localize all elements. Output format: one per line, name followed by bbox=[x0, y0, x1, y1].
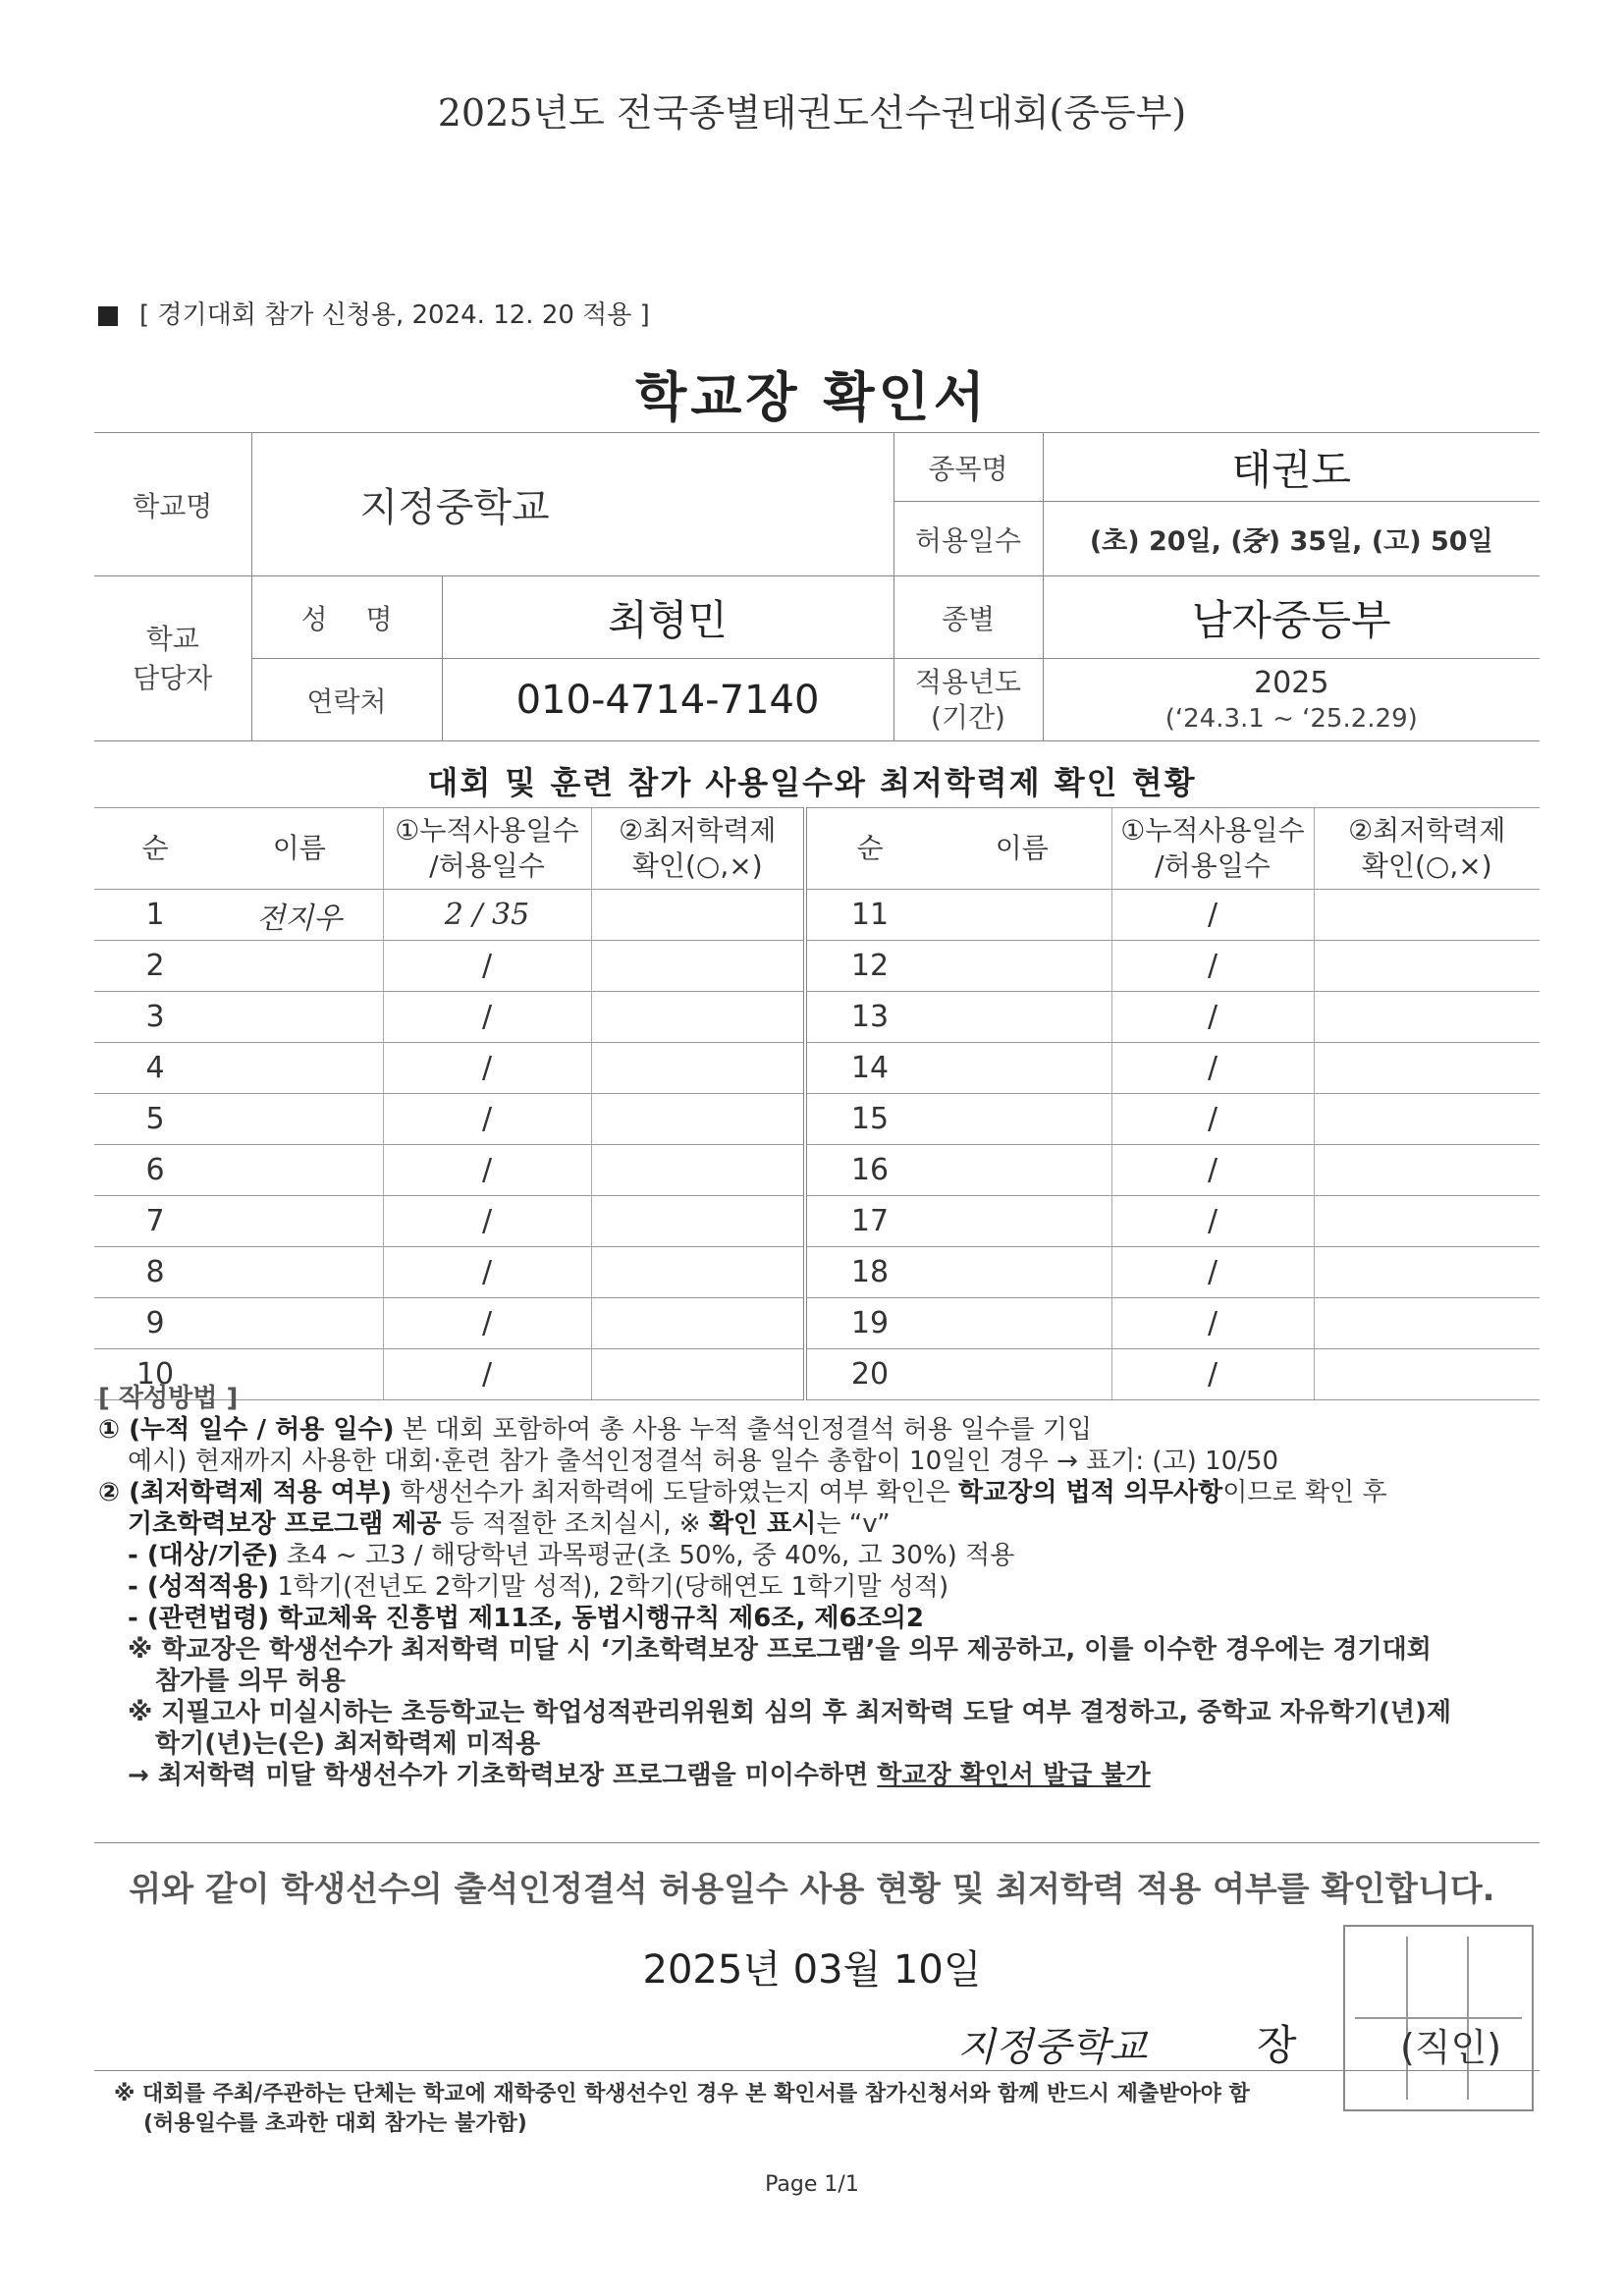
col-header-no: 순 bbox=[94, 808, 216, 890]
footnote bbox=[114, 2080, 1538, 2139]
cell-no: 6 bbox=[94, 1145, 216, 1196]
method-line-1-bold: ① (누적 일수 / 허용 일수) bbox=[98, 1415, 395, 1445]
cell-name bbox=[933, 992, 1111, 1043]
method-line-3 bbox=[98, 1477, 1551, 1508]
cell-check bbox=[1314, 941, 1540, 992]
year-value: 2025 bbox=[1254, 666, 1329, 700]
divider-bottom bbox=[94, 2070, 1540, 2071]
cell-no: 3 bbox=[94, 992, 216, 1043]
cell-check bbox=[1314, 1094, 1540, 1145]
cell-no: 2 bbox=[94, 941, 216, 992]
cell-days: / bbox=[1111, 941, 1314, 992]
cell-check bbox=[1314, 1247, 1540, 1298]
year-range: (‘24.3.1 ~ ‘25.2.29) bbox=[1164, 704, 1418, 734]
table-row bbox=[94, 1094, 1540, 1145]
cell-name bbox=[216, 1145, 383, 1196]
method-line-9b: 학기(년)는(은) 최저학력제 미적용 bbox=[155, 1729, 541, 1759]
cell-days: / bbox=[383, 941, 591, 992]
table-row bbox=[94, 1145, 1540, 1196]
cell-days: / bbox=[1111, 1094, 1314, 1145]
cell-name bbox=[933, 1196, 1111, 1247]
cell-no: 9 bbox=[94, 1298, 216, 1349]
cell-days: / bbox=[383, 1094, 591, 1145]
cell-days: / bbox=[383, 1145, 591, 1196]
table-row bbox=[94, 1247, 1540, 1298]
year-label: 적용년도 (기간) bbox=[893, 659, 1043, 741]
method-line-6-bold: - (성적적용) bbox=[128, 1572, 270, 1602]
method-line-7 bbox=[98, 1603, 1551, 1634]
signature-school-name: 지정중학교 bbox=[957, 2025, 1148, 2070]
cell-check bbox=[1314, 1196, 1540, 1247]
method-line-7-bold: - (관련법령) 학교체육 진흥법 제11조, 동법시행규칙 제6조, 제6조의2 bbox=[128, 1604, 924, 1633]
cell-check bbox=[591, 1247, 805, 1298]
col-header-name-right: 이름 bbox=[933, 808, 1111, 890]
cell-check bbox=[1314, 1043, 1540, 1094]
cell-name bbox=[933, 890, 1111, 941]
table-row bbox=[94, 1298, 1540, 1349]
cell-name bbox=[216, 992, 383, 1043]
cell-check bbox=[591, 890, 805, 941]
writing-method bbox=[98, 1383, 1551, 1791]
method-line-4-text2: 는 “v” bbox=[816, 1509, 891, 1539]
category-label: 종별 bbox=[893, 576, 1043, 659]
cell-no: 11 bbox=[805, 890, 933, 941]
section-title: 대회 및 훈련 참가 사용일수와 최저학력제 확인 현황 bbox=[427, 764, 1197, 801]
table-row bbox=[94, 1043, 1540, 1094]
method-line-3-bold2: 학교장의 법적 의무사항 bbox=[958, 1478, 1223, 1507]
manager-name: 최형민 bbox=[442, 576, 893, 659]
cell-no: 13 bbox=[805, 992, 933, 1043]
footnote-line-1: ※ 대회를 주최/주관하는 단체는 학교에 재학중인 학생선수인 경우 본 확인서를 참가신청서와 함께 반드시 제출받아야 함 bbox=[114, 2082, 1250, 2106]
confirmation-statement: 위와 같이 학생선수의 출석인정결석 허용일수 사용 현황 및 최저학력 적용 여부를 확인합니다. bbox=[129, 1870, 1495, 1909]
cell-days: / bbox=[1111, 1145, 1314, 1196]
table-row bbox=[94, 992, 1540, 1043]
cell-days: / bbox=[1111, 1043, 1314, 1094]
method-line-1 bbox=[98, 1414, 1551, 1446]
cell-name bbox=[216, 1298, 383, 1349]
grid-body bbox=[94, 890, 1540, 1400]
method-line-3-bold: ② (최저학력제 적용 여부) bbox=[98, 1478, 392, 1507]
square-bullet-icon bbox=[98, 306, 118, 326]
days-value bbox=[1043, 502, 1540, 576]
cell-check bbox=[591, 992, 805, 1043]
method-line-10 bbox=[98, 1760, 1551, 1791]
school-label: 학교명 bbox=[94, 433, 251, 576]
cell-days: / bbox=[383, 992, 591, 1043]
cell-no: 12 bbox=[805, 941, 933, 992]
document-title: 학교장 확인서 bbox=[635, 366, 989, 428]
method-line-6-text: 1학기(전년도 2학기말 성적), 2학기(당해연도 1학기말 성적) bbox=[269, 1572, 949, 1602]
cell-name bbox=[933, 1298, 1111, 1349]
cell-name bbox=[216, 1196, 383, 1247]
method-line-2: 예시) 현재까지 사용한 대회·훈련 참가 출석인정결석 허용 일수 총합이 10일인 경우 → 표기: (고) 10/50 bbox=[128, 1447, 1279, 1476]
method-line-5-bold: - (대상/기준) bbox=[128, 1541, 279, 1570]
cell-days: 2 / 35 bbox=[383, 890, 591, 941]
category-value: 남자중등부 bbox=[1043, 576, 1540, 659]
cell-no: 18 bbox=[805, 1247, 933, 1298]
cell-no: 16 bbox=[805, 1145, 933, 1196]
cell-name bbox=[216, 1094, 383, 1145]
cell-days: / bbox=[1111, 1247, 1314, 1298]
participation-table bbox=[94, 807, 1540, 1400]
days-mid-suffix: ) 35일, bbox=[1268, 526, 1363, 557]
cell-check bbox=[591, 1043, 805, 1094]
cell-check bbox=[1314, 1145, 1540, 1196]
method-heading: [ 작성방법 ] bbox=[98, 1384, 239, 1413]
notice-line bbox=[98, 295, 650, 331]
cell-no: 5 bbox=[94, 1094, 216, 1145]
method-line-4-bold: 기초학력보장 프로그램 제공 bbox=[128, 1509, 442, 1539]
info-table bbox=[94, 432, 1540, 741]
col-header-check: ②최저학력제 확인(○,×) bbox=[591, 808, 805, 890]
days-mid-struck: 중 bbox=[1242, 526, 1269, 557]
days-high: (고) 50일 bbox=[1371, 526, 1493, 557]
event-label: 종목명 bbox=[893, 433, 1043, 502]
cell-check bbox=[591, 1196, 805, 1247]
method-line-3-text: 학생선수가 최저학력에 도달하였는지 여부 확인은 bbox=[391, 1478, 959, 1507]
cell-no: 14 bbox=[805, 1043, 933, 1094]
cell-days: / bbox=[1111, 1196, 1314, 1247]
school-name: 지정중학교 bbox=[251, 433, 893, 576]
page-number: Page 1/1 bbox=[765, 2172, 859, 2197]
cell-check bbox=[1314, 1298, 1540, 1349]
cell-days: / bbox=[383, 1196, 591, 1247]
issue-date: 2025년 03월 10일 bbox=[642, 1947, 982, 1993]
days-elem: (초) 20일, bbox=[1089, 526, 1221, 557]
method-line-4-bold2: 확인 표시 bbox=[708, 1509, 817, 1539]
cell-days: / bbox=[383, 1043, 591, 1094]
cell-name bbox=[933, 941, 1111, 992]
cell-days: / bbox=[1111, 992, 1314, 1043]
cell-no: 8 bbox=[94, 1247, 216, 1298]
table-row bbox=[94, 890, 1540, 941]
cell-check bbox=[591, 1094, 805, 1145]
method-line-6 bbox=[98, 1571, 1551, 1603]
cell-name bbox=[216, 941, 383, 992]
cell-name bbox=[933, 1043, 1111, 1094]
cell-check bbox=[591, 1298, 805, 1349]
cell-name bbox=[933, 1094, 1111, 1145]
cell-check bbox=[591, 941, 805, 992]
cell-name bbox=[933, 1145, 1111, 1196]
notice-text: [ 경기대회 참가 신청용, 2024. 12. 20 적용 ] bbox=[139, 301, 650, 330]
cell-no: 10 bbox=[94, 1349, 216, 1400]
col-header-days: ①누적사용일수 /허용일수 bbox=[383, 808, 591, 890]
days-mid-prefix: ( bbox=[1230, 526, 1243, 557]
competition-title: 2025년도 전국종별태권도선수권대회(중등부) bbox=[437, 91, 1187, 135]
method-line-8b: 참가를 의무 허용 bbox=[155, 1667, 346, 1696]
col-header-name: 이름 bbox=[216, 808, 383, 890]
cell-check bbox=[1314, 992, 1540, 1043]
contact-value: 010-4714-7140 bbox=[442, 659, 893, 741]
cell-name bbox=[216, 1043, 383, 1094]
signature-title: 장 bbox=[1257, 2021, 1297, 2069]
table-row bbox=[94, 1196, 1540, 1247]
cell-no: 4 bbox=[94, 1043, 216, 1094]
cell-no: 1 bbox=[94, 890, 216, 941]
cell-no: 7 bbox=[94, 1196, 216, 1247]
footnote-line-2: (허용일수를 초과한 대회 참가는 불가함) bbox=[143, 2111, 527, 2136]
cell-no: 15 bbox=[805, 1094, 933, 1145]
col-header-days-right: ①누적사용일수 /허용일수 bbox=[1111, 808, 1314, 890]
cell-no: 20 bbox=[805, 1349, 933, 1400]
cell-check bbox=[1314, 890, 1540, 941]
days-label: 허용일수 bbox=[893, 502, 1043, 576]
cell-name bbox=[216, 1247, 383, 1298]
method-line-5 bbox=[98, 1540, 1551, 1571]
cell-name: 전지우 bbox=[216, 890, 383, 941]
event-value: 태권도 bbox=[1043, 433, 1540, 502]
divider-top bbox=[94, 1842, 1540, 1843]
method-line-4 bbox=[98, 1508, 1551, 1540]
cell-days: / bbox=[383, 1247, 591, 1298]
col-header-check-right: ②최저학력제 확인(○,×) bbox=[1314, 808, 1540, 890]
method-line-10-text: → 최저학력 미달 학생선수가 기초학력보장 프로그램을 미이수하면 bbox=[128, 1761, 878, 1790]
name-label: 성 명 bbox=[251, 576, 442, 659]
cell-days: / bbox=[1111, 1298, 1314, 1349]
method-line-3-text2: 이므로 확인 후 bbox=[1222, 1478, 1387, 1507]
cell-no: 19 bbox=[805, 1298, 933, 1349]
method-line-4-text: 등 적절한 조치실시, ※ bbox=[441, 1509, 709, 1539]
contact-label: 연락처 bbox=[251, 659, 442, 741]
cell-days: / bbox=[1111, 890, 1314, 941]
cell-name bbox=[933, 1247, 1111, 1298]
cell-days: / bbox=[1111, 1349, 1314, 1400]
method-line-8: ※ 학교장은 학생선수가 최저학력 미달 시 ‘기초학력보장 프로그램’을 의무 제공하고, 이를 이수한 경우에는 경기대회 bbox=[128, 1635, 1432, 1665]
manager-label: 학교 담당자 bbox=[94, 576, 251, 741]
year-cell bbox=[1043, 659, 1540, 741]
cell-no: 17 bbox=[805, 1196, 933, 1247]
table-row bbox=[94, 941, 1540, 992]
method-line-5-text: 초4 ~ 고3 / 해당학년 과목평균(초 50%, 중 40%, 고 30%) 적용 bbox=[278, 1541, 1015, 1570]
cell-days: / bbox=[383, 1298, 591, 1349]
cell-days: / bbox=[383, 1349, 591, 1400]
col-header-no-right: 순 bbox=[805, 808, 933, 890]
cell-check bbox=[591, 1145, 805, 1196]
method-line-10-underline: 학교장 확인서 발급 불가 bbox=[877, 1761, 1151, 1790]
method-line-9: ※ 지필고사 미실시하는 초등학교는 학업성적관리위원회 심의 후 최저학력 도달 여부 결정하고, 중학교 자유학기(년)제 bbox=[128, 1698, 1451, 1727]
seal-label: (직인) bbox=[1400, 2026, 1502, 2069]
method-line-1-text: 본 대회 포함하여 총 사용 누적 출석인정결석 허용 일수를 기입 bbox=[394, 1415, 1093, 1445]
